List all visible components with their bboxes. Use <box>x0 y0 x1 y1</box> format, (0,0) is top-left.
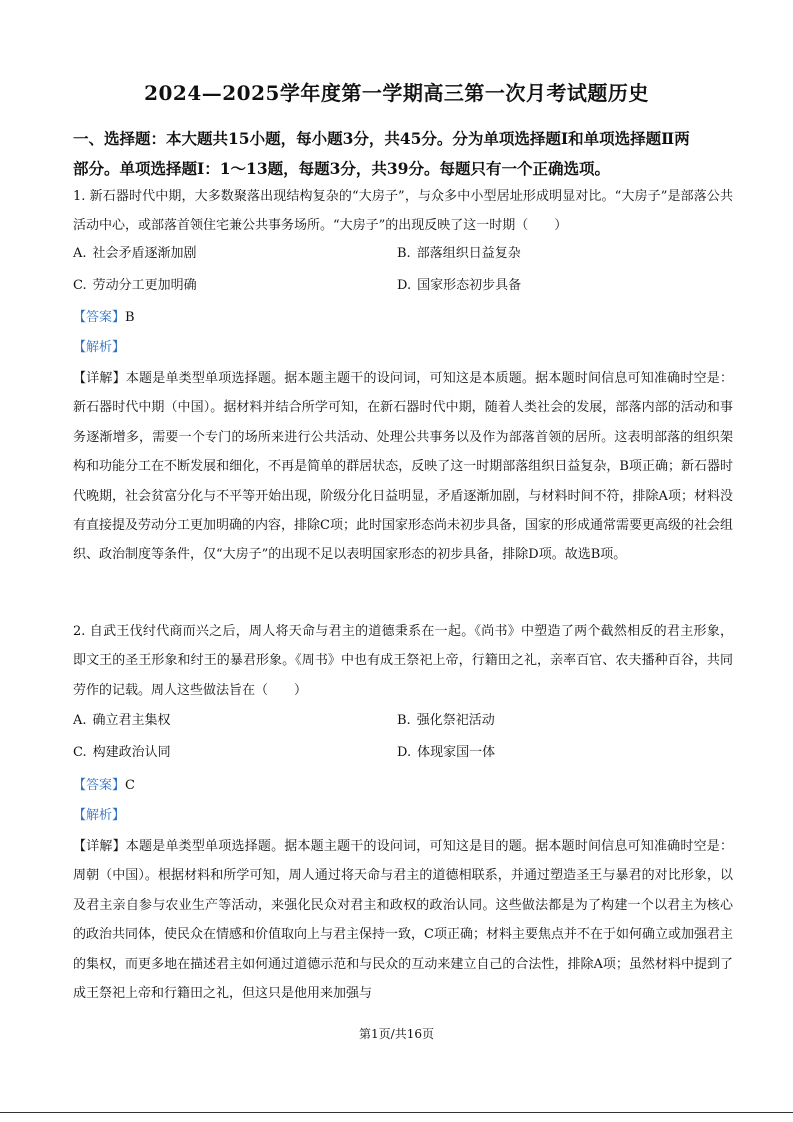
question-2-stem: 2. 自武王伐纣代商而兴之后，周人将天命与君主的道德秉系在一起。《尚书》中塑造了两个截然相反的君主形象，即文王的圣王形象和纣王的暴君形象。《周书》中也有成王祭祀上帝，行籍田之礼，亲率百官、农夫播种百谷，共同劳作的记载。周人这些做法旨在（ ） <box>73 624 733 698</box>
detail-label: 【详解】 <box>73 371 126 386</box>
option-key: B. <box>397 246 411 261</box>
option-text: 部落组织日益复杂 <box>416 246 521 261</box>
option-key: C. <box>73 745 87 760</box>
option-key: B. <box>397 713 411 728</box>
q2-option-c <box>73 743 171 763</box>
q1-detail <box>73 364 733 570</box>
q1-analysis-label <box>73 338 125 358</box>
q1-option-a <box>73 244 197 264</box>
q2-answer <box>73 776 135 796</box>
option-text: 国家形态初步具备 <box>417 278 522 293</box>
option-text: 构建政治认同 <box>92 745 171 760</box>
analysis-label: 【解析】 <box>73 808 126 823</box>
option-key: D. <box>397 745 412 760</box>
option-key: A. <box>73 713 87 728</box>
q1-option-b <box>397 244 521 264</box>
q2-option-b <box>397 711 495 731</box>
section-heading-line-2: 部分。单项选择题Ⅰ：1～13题，每题3分，共39分。每题只有一个正确选项。 <box>73 159 610 178</box>
q2-option-d <box>397 743 495 763</box>
q1-answer <box>73 308 135 328</box>
answer-value: B <box>125 310 135 325</box>
detail-text: 本题是单类型单项选择题。据本题主题干的设问词，可知这是本质题。据本题时间信息可知准确时空是：新石器时代中期（中国）。据材料并结合所学可知，在新石器时代中期，随着人类社会的发展，部落内部的活动和事务逐渐增多，需要一个专门的场所来进行公共活动、处理公共事务以及作为部落首领的居所。这表明部落的组织架构和功能分工在不断发展和细化，不再是简单的群居状态，反映了这一时期部落组织日益复杂，B项正确；新石器时代晚期，社会贫富分化与不平等开始出现，阶级分化日益明显，矛盾逐渐加剧，与材料时间不符，排除A项；材料没有直接提及劳动分工更加明确的内容，排除C项；此时国家形态尚未初步具备，国家的形成通常需要更高级的社会组织、政治制度等条件，仅“大房子”的出现不足以表明国家形态的初步具备，排除D项。故选B项。 <box>73 371 733 563</box>
option-key: D. <box>397 278 412 293</box>
answer-label: 【答案】 <box>73 310 126 325</box>
detail-label: 【详解】 <box>73 839 126 854</box>
option-text: 确立君主集权 <box>92 713 171 728</box>
page-number: 第1页/共16页 <box>359 1027 434 1041</box>
q1-option-d <box>397 276 521 296</box>
analysis-label: 【解析】 <box>73 340 126 355</box>
section-heading <box>73 124 733 184</box>
option-key: A. <box>73 246 87 261</box>
option-text: 体现家国一体 <box>417 745 496 760</box>
option-text: 社会矛盾逐渐加剧 <box>92 246 197 261</box>
question-1-stem: 1. 新石器时代中期，大多数聚落出现结构复杂的“大房子”，与众多中小型居址形成明显对比。“大房子”是部落公共活动中心，或部落首领住宅兼公共事务场所。“大房子”的出现反映了这一时期（ ） <box>73 189 733 234</box>
page-title: 2024—2025学年度第一学期高三第一次月考试题历史 <box>144 81 649 105</box>
option-text: 劳动分工更加明确 <box>92 278 197 293</box>
answer-label: 【答案】 <box>73 778 126 793</box>
option-text: 强化祭祀活动 <box>416 713 495 728</box>
q2-detail <box>73 832 733 1015</box>
bottom-divider <box>0 1112 793 1113</box>
q2-analysis-label <box>73 806 125 826</box>
q2-option-a <box>73 711 171 731</box>
section-heading-line-1: 一、选择题：本大题共15小题，每小题3分，共45分。分为单项选择题Ⅰ和单项选择题Ⅱ两 <box>73 129 690 148</box>
option-key: C. <box>73 278 87 293</box>
answer-value: C <box>125 778 135 793</box>
q1-option-c <box>73 276 197 296</box>
detail-text: 本题是单类型单项选择题。据本题主题干的设问词，可知这是目的题。据本题时间信息可知准确时空是：周朝（中国）。根据材料和所学可知，周人通过将天命与君主的道德相联系，并通过塑造圣王与暴君的对比形象，以及君主亲自参与农业生产等活动，来强化民众对君主和政权的政治认同。这些做法都是为了构建一个以君主为核心的政治共同体，使民众在情感和价值取向上与君主保持一致，C项正确；材料主要焦点并不在于如何确立或加强君主的集权，而更多地在描述君主如何通过道德示范和与民众的互动来建立自己的合法性，排除A项；虽然材料中提到了成王祭祀上帝和行籍田之礼，但这只是他用来加强与 <box>73 839 733 1002</box>
